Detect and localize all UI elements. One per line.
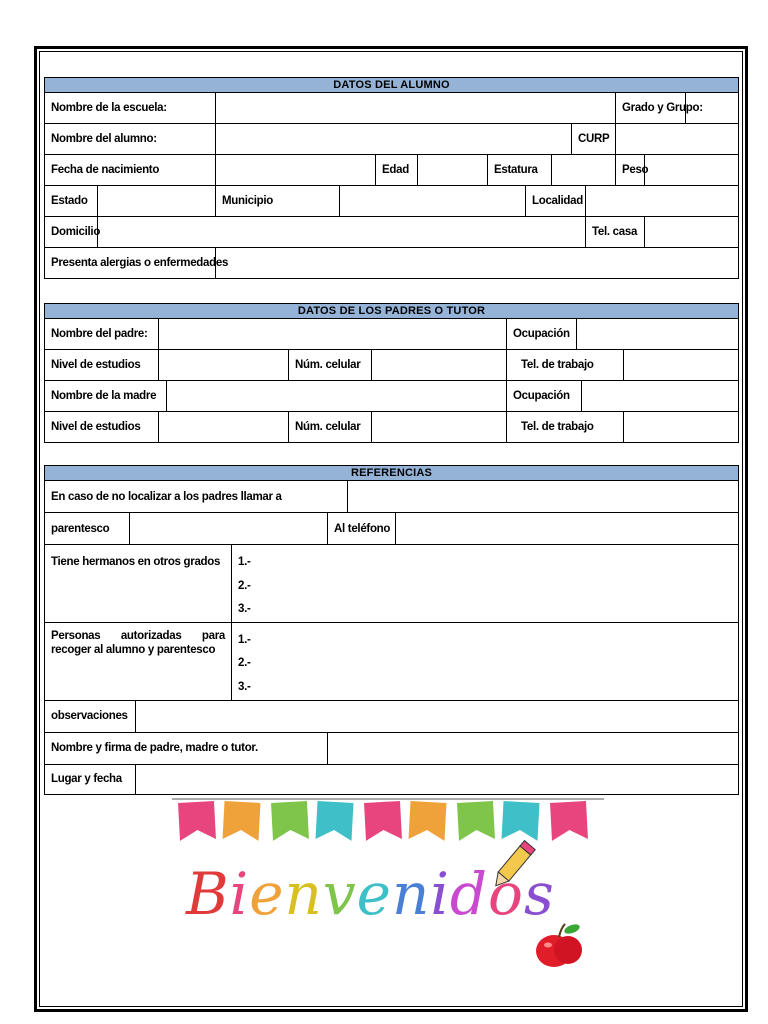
grade-group-label: Grado y Grupo: (616, 93, 686, 124)
references-section (44, 465, 739, 795)
address-field[interactable] (98, 217, 586, 248)
father-occupation-label: Ocupación (507, 319, 577, 350)
allergies-label: Presenta alergias o enfermedades (45, 248, 216, 279)
siblings-label-text: Tiene hermanos en otros grados (51, 556, 221, 568)
bunting-flag (550, 801, 588, 841)
phone-field[interactable] (396, 513, 739, 545)
municipality-label: Municipio (216, 186, 340, 217)
school-name-field[interactable] (216, 93, 616, 124)
bunting-flag (457, 801, 495, 841)
emergency-contact-label: En caso de no localizar a los padres llamar a (45, 481, 348, 513)
birth-date-field[interactable] (216, 155, 376, 186)
weight-label: Peso (616, 155, 645, 186)
siblings-item-1: 1.- (238, 556, 251, 568)
student-data-section (44, 77, 739, 279)
father-name-field[interactable] (159, 319, 507, 350)
parents-section-header: DATOS DE LOS PADRES O TUTOR (45, 304, 739, 319)
authorized-persons-list[interactable] (232, 622, 739, 700)
state-field[interactable] (98, 186, 216, 217)
mother-work-phone-field[interactable] (624, 412, 739, 443)
locality-field[interactable] (586, 186, 739, 217)
home-phone-label: Tel. casa (586, 217, 645, 248)
height-label: Estatura (488, 155, 552, 186)
parents-data-section (44, 303, 739, 443)
bunting-flag (502, 801, 540, 841)
student-name-field[interactable] (216, 124, 572, 155)
father-work-phone-label: Tel. de trabajo (507, 350, 624, 381)
observations-label: observaciones (45, 700, 136, 732)
school-name-label: Nombre de la escuela: (45, 93, 216, 124)
age-field[interactable] (418, 155, 488, 186)
age-label: Edad (376, 155, 418, 186)
emergency-contact-field[interactable] (348, 481, 739, 513)
welcome-banner (168, 796, 608, 974)
curp-field[interactable] (616, 124, 739, 155)
mother-name-label: Nombre de la madre (45, 381, 167, 412)
observations-field[interactable] (136, 700, 739, 732)
father-education-field[interactable] (159, 350, 289, 381)
bunting-flag (271, 801, 309, 841)
siblings-item-2: 2.- (238, 579, 251, 592)
siblings-list[interactable] (232, 545, 739, 623)
weight-field[interactable] (645, 155, 739, 186)
height-field[interactable] (552, 155, 616, 186)
father-cell-field[interactable] (372, 350, 507, 381)
relationship-field[interactable] (130, 513, 328, 545)
mother-cell-field[interactable] (372, 412, 507, 443)
student-name-label: Nombre del alumno: (45, 124, 216, 155)
siblings-item-3: 3.- (238, 603, 251, 615)
bunting-flags (178, 801, 588, 841)
curp-label: CURP (572, 124, 616, 155)
apple-icon (536, 923, 582, 967)
authorized-item-2: 2.- (238, 657, 251, 669)
authorized-item-3: 3.- (238, 680, 251, 693)
birth-date-label: Fecha de nacimiento (45, 155, 216, 186)
mother-work-phone-label: Tel. de trabajo (507, 412, 624, 443)
authorized-persons-label: Personas autorizadas para recoger al alumno y parentesco (45, 622, 232, 700)
allergies-field[interactable] (216, 248, 739, 279)
mother-occupation-label: Ocupación (507, 381, 582, 412)
father-occupation-field[interactable] (577, 319, 739, 350)
father-education-label: Nivel de estudios (45, 350, 159, 381)
student-section-header: DATOS DEL ALUMNO (45, 78, 739, 93)
place-date-label: Lugar y fecha (45, 764, 136, 794)
bunting-flag (409, 801, 447, 841)
municipality-field[interactable] (340, 186, 526, 217)
father-cell-label: Núm. celular (289, 350, 372, 381)
authorized-item-1: 1.- (238, 633, 251, 646)
mother-cell-label: Núm. celular (289, 412, 372, 443)
relationship-label: parentesco (45, 513, 130, 545)
signature-field[interactable] (328, 732, 739, 764)
home-phone-field[interactable] (645, 217, 739, 248)
address-label: Domicilio (45, 217, 98, 248)
mother-education-field[interactable] (159, 412, 289, 443)
father-work-phone-field[interactable] (624, 350, 739, 381)
bunting-flag (178, 801, 216, 841)
state-label: Estado (45, 186, 98, 217)
mother-education-label: Nivel de estudios (45, 412, 159, 443)
locality-label: Localidad (526, 186, 586, 217)
father-name-label: Nombre del padre: (45, 319, 159, 350)
mother-name-field[interactable] (167, 381, 507, 412)
bunting-flag (223, 801, 261, 841)
bunting-flag (316, 801, 354, 841)
welcome-text: Bienvenidos (186, 860, 555, 928)
place-date-field[interactable] (136, 764, 739, 794)
mother-occupation-field[interactable] (582, 381, 739, 412)
bunting-flag (364, 801, 402, 841)
siblings-label (45, 545, 232, 623)
phone-label: Al teléfono (328, 513, 396, 545)
references-section-header: REFERENCIAS (45, 466, 739, 481)
signature-label: Nombre y firma de padre, madre o tutor. (45, 732, 328, 764)
